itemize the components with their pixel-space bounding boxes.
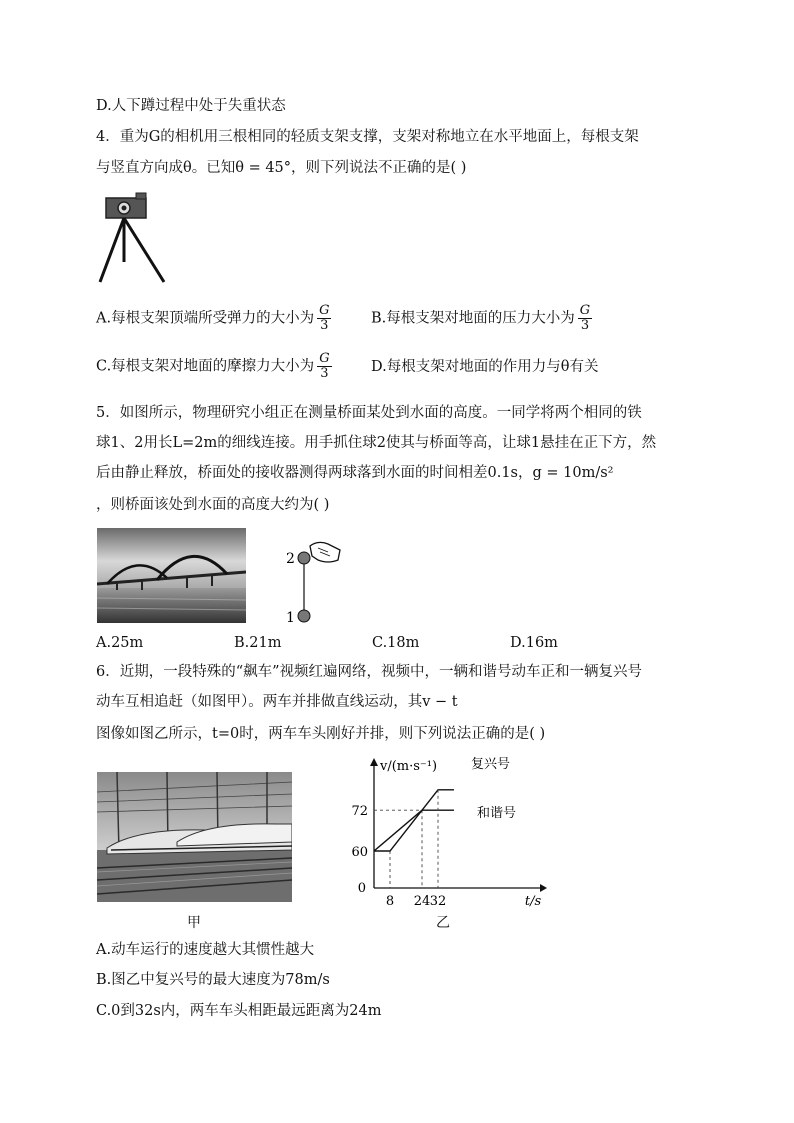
y-axis-arrow [370, 758, 378, 766]
ball-2-label: 2 [286, 551, 295, 567]
q4-option-b-text: B.每根支架对地面的压力大小为 [371, 310, 575, 327]
fraction-g-over-3: $\frac{G}{3}$ [579, 303, 591, 333]
tripod-camera-figure [98, 190, 170, 286]
q4-option-c [96, 352, 335, 381]
q6-option-c: C.0到32s内，两车车头相距最远距离为24m [96, 1003, 382, 1019]
q4-option-a [96, 304, 334, 333]
q5-stem-line4: ，则桥面该处到水面的高度大约为( ) [96, 497, 330, 513]
q5-option-d: D.16m [510, 635, 558, 651]
q4-option-b [371, 304, 595, 333]
q4-option-c-text: C.每根支架对地面的摩擦力大小为 [96, 358, 315, 375]
ball-1-label: 1 [286, 610, 295, 626]
train-photo [97, 772, 292, 902]
q5-stem-line1: 5．如图所示，物理研究小组正在测量桥面某处到水面的高度。一同学将两个相同的铁 [96, 405, 642, 421]
tripod-leg-left [100, 218, 124, 282]
x-axis-label: t/s [524, 894, 542, 909]
series-hexie [374, 810, 454, 851]
series-label-fuxing: 复兴号 [471, 757, 511, 772]
two-balls-figure [282, 540, 344, 626]
series-fuxing [374, 790, 454, 851]
fraction-g-over-3: $\frac{G}{3}$ [319, 351, 330, 381]
y-tick-72: 72 [351, 804, 368, 820]
ball-2 [298, 552, 310, 564]
y-axis-label: v/(m·s⁻¹) [380, 759, 438, 774]
tripod-leg-right [124, 218, 164, 282]
q4-option-a-text: A.每根支架顶端所受弹力的大小为 [96, 310, 315, 327]
caption-yi: 乙 [436, 915, 450, 931]
q5-stem-line3: 后由静止释放，桥面处的接收器测得两球落到水面的时间相差0.1s，g = 10m/s² [96, 465, 614, 481]
q6-option-a: A.动车运行的速度越大其惯性越大 [96, 942, 315, 958]
fraction-g-over-3: $\frac{G}{3}$ [319, 303, 330, 333]
ball-1 [298, 610, 310, 622]
q5-stem-line2: 球1、2用长L=2m的细线连接。用手抓住球2使其与桥面等高，让球1悬挂在正下方，然 [96, 435, 657, 451]
x-tick-24: 24 [413, 894, 431, 909]
caption-jia: 甲 [187, 915, 201, 931]
q6-stem-line2: 动车互相追赶（如图甲）。两车并排做直线运动，其v − t [96, 694, 458, 710]
x-axis-arrow [540, 884, 547, 892]
x-tick-8: 8 [385, 894, 395, 909]
q6-stem-line1: 6．近期，一段特殊的“飙车”视频红遍网络，视频中，一辆和谐号动车正和一辆复兴号 [96, 664, 643, 680]
series-label-hexie: 和谐号 [477, 806, 517, 821]
q5-option-a: A.25m [96, 635, 144, 651]
y-tick-60: 60 [351, 845, 368, 860]
bridge-photo [97, 528, 246, 623]
q3-option-d: D.人下蹲过程中处于失重状态 [96, 98, 286, 114]
x-tick-32: 32 [429, 894, 447, 909]
camera-top [136, 193, 146, 199]
q5-option-c: C.18m [372, 635, 420, 651]
q6-option-b: B.图乙中复兴号的最大速度为78m/s [96, 972, 330, 988]
v-t-graph [345, 752, 555, 912]
q4-option-d: D.每根支架对地面的作用力与θ有关 [371, 359, 599, 375]
q4-stem-line2: 与竖直方向成θ。已知θ = 45°，则下列说法不正确的是( ) [96, 160, 467, 176]
q4-stem-line1: 4．重为G的相机用三根相同的轻质支架支撑，支架对称地立在水平地面上，每根支架 [96, 129, 639, 145]
q5-option-b: B.21m [234, 635, 282, 651]
q6-stem-line3: 图像如图乙所示，t=0时，两车车头刚好并排，则下列说法正确的是( ) [96, 726, 546, 742]
hand-icon [310, 542, 340, 562]
y-tick-0: 0 [357, 881, 366, 896]
